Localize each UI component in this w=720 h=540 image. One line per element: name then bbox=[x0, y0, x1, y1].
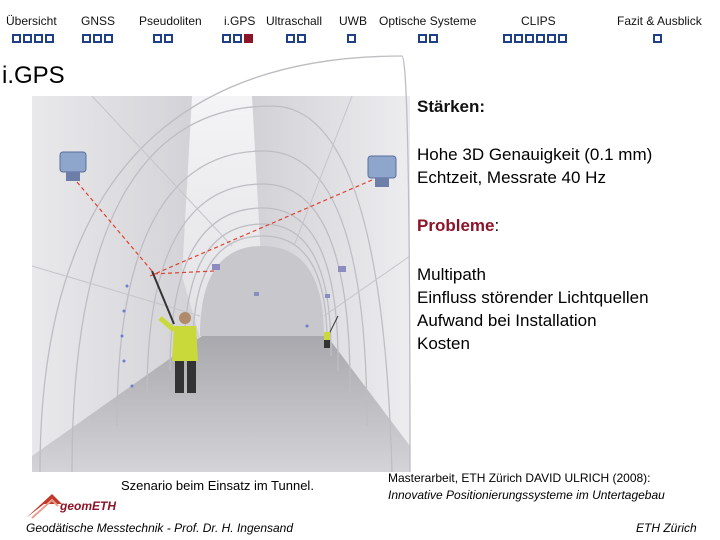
strength-item: Hohe 3D Genauigkeit (0.1 mm) bbox=[417, 145, 653, 164]
nav-dot[interactable] bbox=[222, 34, 231, 43]
nav-dot[interactable] bbox=[297, 34, 306, 43]
nav-dots-fazit bbox=[653, 34, 662, 43]
nav-item-clips[interactable]: CLIPS bbox=[521, 14, 556, 28]
nav-item-uebersicht[interactable]: Übersicht bbox=[6, 14, 57, 28]
nav-dots-igps bbox=[222, 34, 253, 43]
nav-dot[interactable] bbox=[82, 34, 91, 43]
nav-dot[interactable] bbox=[514, 34, 523, 43]
nav-item-igps[interactable]: i.GPS bbox=[224, 14, 256, 28]
nav-dot[interactable] bbox=[286, 34, 295, 43]
nav-dots-gnss bbox=[82, 34, 113, 43]
problems-heading: Probleme bbox=[417, 216, 495, 235]
nav-dots-uwb bbox=[347, 34, 356, 43]
nav-dot[interactable] bbox=[653, 34, 662, 43]
nav-dots-optische-systeme bbox=[418, 34, 438, 43]
nav-dot[interactable] bbox=[503, 34, 512, 43]
nav-item-fazit[interactable]: Fazit & Ausblick bbox=[617, 14, 702, 28]
strengths-heading: Stärken: bbox=[417, 97, 486, 116]
problems-heading-line bbox=[417, 214, 499, 237]
nav-dots-uebersicht bbox=[12, 34, 54, 43]
page-title: i.GPS bbox=[2, 62, 65, 89]
nav-dot[interactable] bbox=[233, 34, 242, 43]
nav-dot[interactable] bbox=[547, 34, 556, 43]
nav-dot[interactable] bbox=[347, 34, 356, 43]
nav-dot[interactable] bbox=[93, 34, 102, 43]
nav-item-optische-systeme[interactable]: Optische Systeme bbox=[379, 14, 477, 28]
logo-text: geomETH bbox=[60, 499, 117, 513]
nav-dot[interactable] bbox=[244, 34, 253, 43]
nav-dot[interactable] bbox=[418, 34, 427, 43]
problem-item: Kosten bbox=[417, 334, 470, 353]
nav-item-pseudoliten[interactable]: Pseudoliten bbox=[139, 14, 202, 28]
nav-dot[interactable] bbox=[429, 34, 438, 43]
geometh-logo-icon bbox=[22, 490, 117, 520]
image-caption: Szenario beim Einsatz im Tunnel. bbox=[121, 478, 314, 493]
nav-item-gnss[interactable]: GNSS bbox=[81, 14, 116, 28]
nav-dots-clips bbox=[503, 34, 567, 43]
problems-colon: : bbox=[494, 216, 500, 235]
problem-item: Aufwand bei Installation bbox=[417, 311, 597, 330]
nav-item-ultraschall[interactable]: Ultraschall bbox=[266, 14, 323, 28]
nav-dot[interactable] bbox=[23, 34, 32, 43]
reference-line-1: Masterarbeit, ETH Zürich DAVID ULRICH (2008): bbox=[388, 471, 651, 485]
nav-dot[interactable] bbox=[153, 34, 162, 43]
nav-dot[interactable] bbox=[34, 34, 43, 43]
nav-dot[interactable] bbox=[12, 34, 21, 43]
nav-dot[interactable] bbox=[164, 34, 173, 43]
reference-line-2: Innovative Positionierungssysteme im Untertagebau bbox=[388, 488, 665, 502]
nav-dot[interactable] bbox=[104, 34, 113, 43]
nav-dot[interactable] bbox=[525, 34, 534, 43]
nav-dot[interactable] bbox=[558, 34, 567, 43]
reference bbox=[388, 470, 665, 504]
problem-item: Einfluss störender Lichtquellen bbox=[417, 288, 649, 307]
nav-item-uwb[interactable]: UWB bbox=[339, 14, 367, 28]
nav-dot[interactable] bbox=[536, 34, 545, 43]
nav-dots-pseudoliten bbox=[153, 34, 173, 43]
section-navigation bbox=[0, 0, 720, 50]
strength-item: Echtzeit, Messrate 40 Hz bbox=[417, 168, 606, 187]
nav-dots-ultraschall bbox=[286, 34, 306, 43]
footer-right: ETH Zürich bbox=[636, 521, 697, 535]
tunnel-scenario-image bbox=[32, 96, 410, 472]
nav-dot[interactable] bbox=[45, 34, 54, 43]
problem-item: Multipath bbox=[417, 265, 486, 284]
footer-left: Geodätische Messtechnik - Prof. Dr. H. Ingensand bbox=[26, 521, 294, 535]
